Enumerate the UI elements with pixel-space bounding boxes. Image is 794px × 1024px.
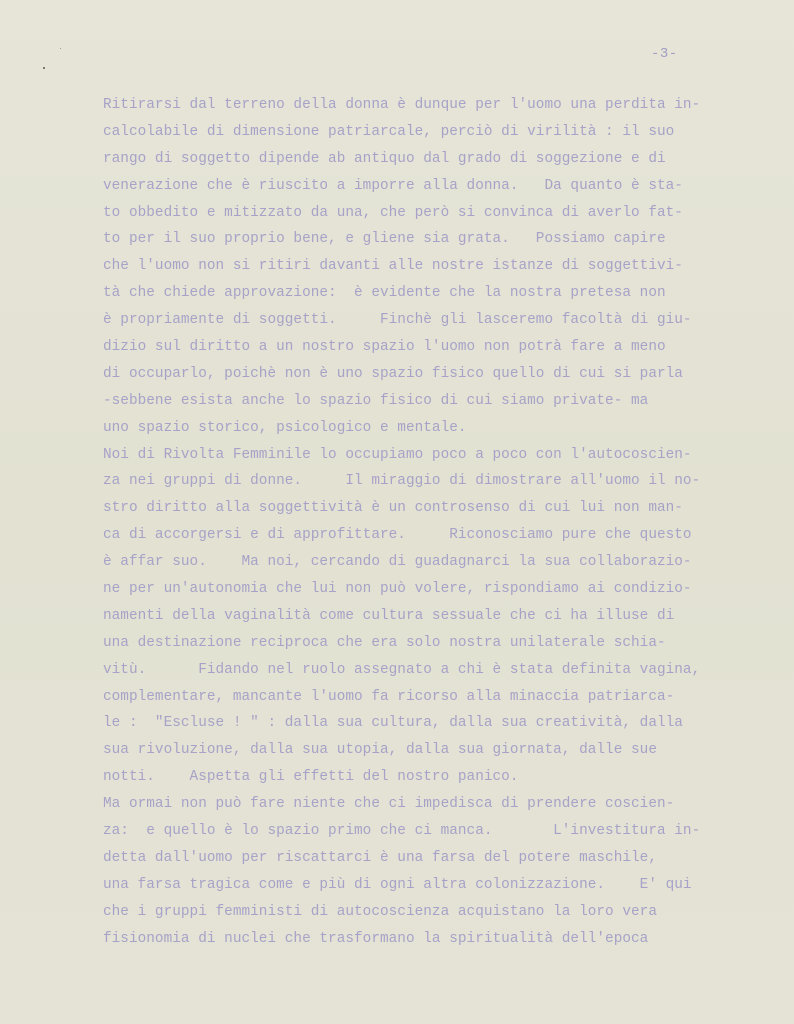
text-line: za: e quello è lo spazio primo che ci manca. L'investitura in- bbox=[103, 823, 701, 840]
text-line: che l'uomo non si ritiri davanti alle nostre istanze di soggettivi- bbox=[103, 258, 683, 275]
text-line: fisionomia di nuclei che trasformano la spiritualità dell'epoca bbox=[103, 930, 649, 947]
text-line: le : "Escluse ! " : dalla sua cultura, dalla sua creatività, dalla bbox=[103, 715, 683, 732]
text-line: di occuparlo, poichè non è uno spazio fisico quello di cui si parla bbox=[103, 365, 683, 382]
paper-speck bbox=[60, 48, 61, 49]
text-line: ne per un'autonomia che lui non può volere, rispondiamo ai condizio- bbox=[103, 581, 692, 598]
text-line: Ma ormai non può fare niente che ci impedisca di prendere coscien- bbox=[103, 796, 675, 813]
text-line: ca di accorgersi e di approfittare. Riconosciamo pure che questo bbox=[103, 527, 692, 544]
text-line: una farsa tragica come e più di ogni altra colonizzazione. E' qui bbox=[103, 876, 692, 893]
text-line: to per il suo proprio bene, e gliene sia grata. Possiamo capire bbox=[103, 231, 666, 248]
text-line: namenti della vaginalità come cultura sessuale che ci ha illuse di bbox=[103, 607, 675, 624]
text-line: Noi di Rivolta Femminile lo occupiamo poco a poco con l'autocoscien- bbox=[103, 446, 692, 463]
body-text bbox=[103, 92, 753, 953]
paper-speck bbox=[43, 67, 45, 69]
text-line: -sebbene esista anche lo spazio fisico di cui siamo private- ma bbox=[103, 392, 649, 409]
text-line: rango di soggetto dipende ab antiquo dal grado di soggezione e di bbox=[103, 150, 666, 167]
text-line: detta dall'uomo per riscattarci è una farsa del potere maschile, bbox=[103, 849, 657, 866]
text-line: è affar suo. Ma noi, cercando di guadagnarci la sua collaborazio- bbox=[103, 554, 692, 571]
text-line: tà che chiede approvazione: è evidente che la nostra pretesa non bbox=[103, 285, 666, 302]
page-number: -3- bbox=[651, 46, 678, 62]
text-line: complementare, mancante l'uomo fa ricorso alla minaccia patriarca- bbox=[103, 688, 675, 705]
text-line: stro diritto alla soggettività è un controsenso di cui lui non man- bbox=[103, 500, 683, 517]
text-line: una destinazione reciproca che era solo nostra unilaterale schia- bbox=[103, 634, 666, 651]
text-line: dizio sul diritto a un nostro spazio l'uomo non potrà fare a meno bbox=[103, 339, 666, 356]
text-line: Ritirarsi dal terreno della donna è dunque per l'uomo una perdita in- bbox=[103, 97, 701, 113]
text-line: calcolabile di dimensione patriarcale, perciò di virilità : il suo bbox=[103, 123, 675, 140]
text-line: vitù. Fidando nel ruolo assegnato a chi è stata definita vagina, bbox=[103, 661, 701, 678]
text-line: uno spazio storico, psicologico e mentale. bbox=[103, 419, 467, 436]
text-line: notti. Aspetta gli effetti del nostro panico. bbox=[103, 769, 519, 786]
text-line: to obbedito e mitizzato da una, che però si convinca di averlo fat- bbox=[103, 204, 683, 221]
text-line: za nei gruppi di donne. Il miraggio di dimostrare all'uomo il no- bbox=[103, 473, 701, 490]
text-line: sua rivoluzione, dalla sua utopia, dalla sua giornata, dalle sue bbox=[103, 742, 657, 759]
text-line: che i gruppi femministi di autocoscienza acquistano la loro vera bbox=[103, 903, 657, 920]
text-line: venerazione che è riuscito a imporre alla donna. Da quanto è sta- bbox=[103, 177, 683, 194]
text-line: è propriamente di soggetti. Finchè gli lasceremo facoltà di giu- bbox=[103, 312, 692, 329]
